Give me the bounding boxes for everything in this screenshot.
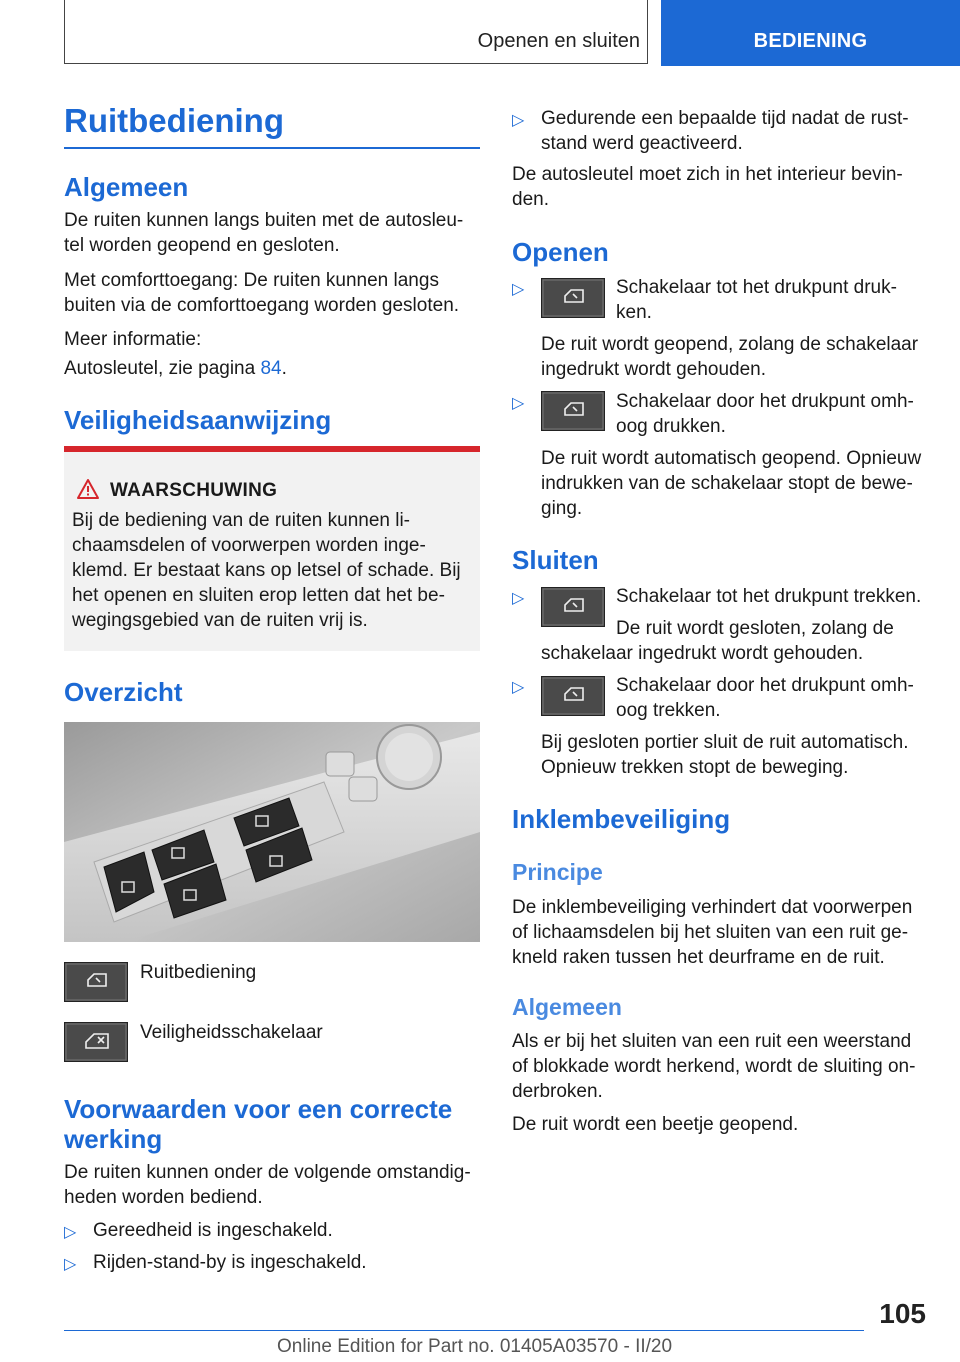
- warning-line: chaamsdelen of voorwerpen worden inge-: [72, 535, 426, 556]
- algemeen-text-2a: Met comforttoegang: De ruiten kunnen langs: [64, 270, 439, 291]
- bullet-triangle-icon: ▷: [64, 1224, 77, 1241]
- heading-openen: Openen: [512, 237, 609, 267]
- warning-title: WAARSCHUWING: [110, 480, 278, 501]
- openen-2-c: De ruit wordt automatisch geopend. Opnieuw: [541, 448, 922, 469]
- principe-text-b: of lichaamsdelen bij het sluiten van een ruit ge-: [512, 922, 909, 943]
- safety-switch-symbol-icon: [64, 1022, 128, 1062]
- window-switch-symbol-icon: [541, 278, 605, 318]
- bullet-triangle-icon: ▷: [512, 112, 525, 129]
- warning-line: klemd. Er bestaat kans op letsel of schade. Bij: [72, 560, 461, 581]
- sluiten-2-b: oog trekken.: [616, 700, 721, 721]
- autosleutel-text-b: den.: [512, 189, 549, 210]
- heading-inklembeveiliging: Inklembeveiliging: [512, 804, 731, 834]
- inklem-algemeen-text-b: of blokkade wordt herkend, wordt de sluiting on-: [512, 1056, 916, 1077]
- window-switch-symbol-icon: [541, 587, 605, 627]
- window-switches-photo: [64, 722, 480, 942]
- legend-veiligheidsschakelaar: Veiligheidsschakelaar: [140, 1022, 323, 1043]
- algemeen-text-1a: De ruiten kunnen langs buiten met de autosleu-: [64, 210, 464, 231]
- openen-1-b: ken.: [616, 302, 652, 323]
- warning-text: [72, 508, 472, 633]
- legend-ruitbediening: Ruitbediening: [140, 962, 257, 983]
- bullet-triangle-icon: ▷: [512, 679, 525, 696]
- bullet-rust-a: Gedurende een bepaalde tijd nadat de rust-: [541, 108, 909, 129]
- sluiten-1-c: schakelaar ingedrukt wordt gehouden.: [541, 643, 864, 664]
- window-switch-symbol-icon: [64, 962, 128, 1002]
- openen-1-c: De ruit wordt geopend, zolang de schakelaar: [541, 334, 919, 355]
- algemeen-text-1b: tel worden geopend en gesloten.: [64, 235, 340, 256]
- bullet-triangle-icon: ▷: [512, 395, 525, 412]
- sluiten-2-d: Opnieuw trekken stopt de beweging.: [541, 757, 849, 778]
- header-chapter-label: BEDIENING: [753, 30, 868, 52]
- openen-2-d: indrukken van de schakelaar stopt de bewe-: [541, 473, 913, 494]
- reference-text: Autosleutel, zie pagina: [64, 358, 261, 379]
- heading-voorwaarden-2: werking: [64, 1124, 163, 1154]
- window-switch-symbol-icon: [541, 676, 605, 716]
- principe-text-a: De inklembeveiliging verhindert dat voorwerpen: [512, 897, 913, 918]
- inklem-geopend-text: De ruit wordt een beetje geopend.: [512, 1114, 799, 1135]
- bullet-triangle-icon: ▷: [512, 590, 525, 607]
- algemeen-text-3: Meer informatie:: [64, 329, 202, 350]
- reference-end: .: [281, 358, 287, 379]
- warning-line: het openen en sluiten erop letten dat het be-: [72, 585, 445, 606]
- page-number: 105: [879, 1298, 926, 1329]
- header-section-title: Openen en sluiten: [477, 30, 640, 52]
- sluiten-2-a: Schakelaar door het drukpunt omh-: [616, 675, 914, 696]
- subheading-principe: Principe: [512, 859, 603, 885]
- bullet-rijden: Rijden-stand-by is ingeschakeld.: [93, 1252, 367, 1273]
- page-link[interactable]: 84: [260, 358, 282, 379]
- openen-2-b: oog drukken.: [616, 416, 726, 437]
- sluiten-2-c: Bij gesloten portier sluit de ruit automatisch.: [541, 732, 909, 753]
- voorwaarden-text-b: heden worden bediend.: [64, 1187, 263, 1208]
- sluiten-1-a: Schakelaar tot het drukpunt trekken.: [616, 586, 922, 607]
- page-header: [0, 0, 960, 66]
- edition-note: Online Edition for Part no. 01405A03570 - II/20: [277, 1336, 673, 1357]
- heading-veiligheid: Veiligheidsaanwijzing: [64, 405, 332, 435]
- openen-2-e: ging.: [541, 498, 583, 519]
- principe-text-c: kneld raken tussen het deurframe en de ruit.: [512, 947, 885, 968]
- bullet-triangle-icon: ▷: [512, 281, 525, 298]
- openen-1-a: Schakelaar tot het drukpunt druk-: [616, 277, 897, 298]
- bullet-triangle-icon: ▷: [64, 1256, 77, 1273]
- window-switch-symbol-icon: [541, 391, 605, 431]
- bullet-rust-b: stand werd geactiveerd.: [541, 133, 743, 154]
- title-rule: [64, 147, 480, 149]
- openen-2-a: Schakelaar door het drukpunt omh-: [616, 391, 914, 412]
- warning-line: Bij de bediening van de ruiten kunnen li-: [72, 510, 411, 531]
- bullet-gereedheid: Gereedheid is ingeschakeld.: [93, 1220, 333, 1241]
- subheading-algemeen: Algemeen: [512, 994, 622, 1020]
- header-chapter-tab: [661, 0, 960, 66]
- heading-voorwaarden-1: Voorwaarden voor een correcte: [64, 1094, 453, 1124]
- algemeen-text-4: [64, 356, 287, 381]
- page-title: Ruitbediening: [64, 102, 284, 139]
- sluiten-1-b: De ruit wordt gesloten, zolang de: [616, 618, 894, 639]
- heading-sluiten: Sluiten: [512, 545, 599, 575]
- inklem-algemeen-text-c: derbroken.: [512, 1081, 603, 1102]
- warning-box: [64, 446, 480, 651]
- openen-1-d: ingedrukt wordt gehouden.: [541, 359, 766, 380]
- algemeen-text-2b: buiten via de comforttoegang worden gesloten.: [64, 295, 460, 316]
- warning-triangle-icon: [76, 478, 100, 500]
- voorwaarden-text-a: De ruiten kunnen onder de volgende omstandig-: [64, 1162, 471, 1183]
- heading-overzicht: Overzicht: [64, 677, 183, 707]
- autosleutel-text-a: De autosleutel moet zich in het interieur bevin-: [512, 164, 903, 185]
- inklem-algemeen-text-a: Als er bij het sluiten van een ruit een weerstand: [512, 1031, 912, 1052]
- heading-algemeen: Algemeen: [64, 172, 189, 202]
- warning-line: wegingsgebied van de ruiten vrij is.: [72, 610, 368, 631]
- footer-rule: [64, 1330, 864, 1331]
